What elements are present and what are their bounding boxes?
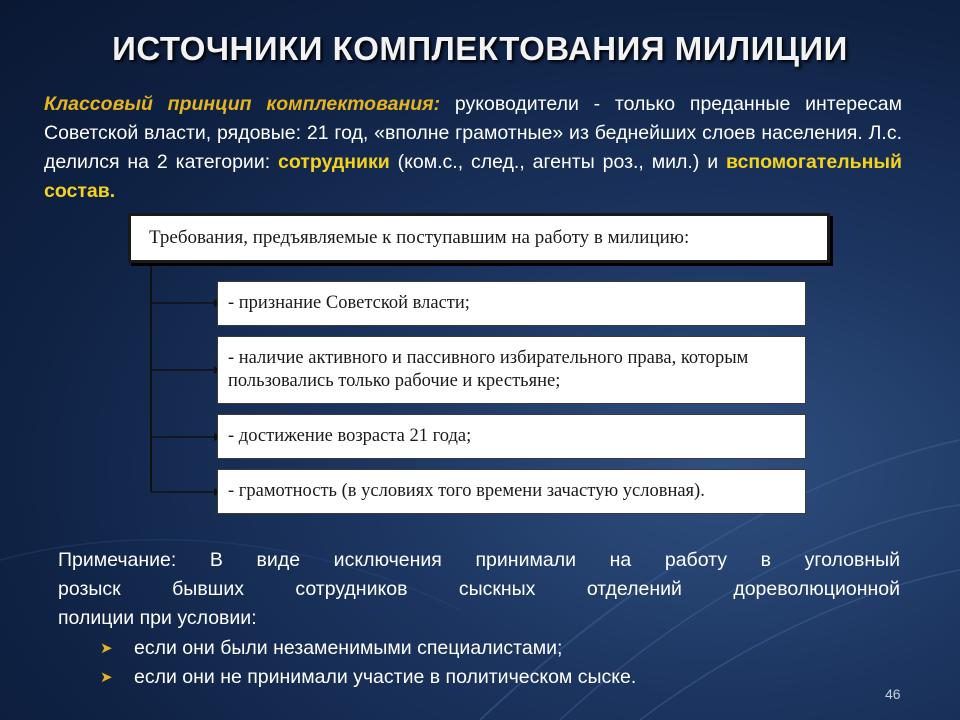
bullet-text: если они были незаменимыми специалистами; [134,637,563,659]
requirement-text: - наличие активного и пассивного избирательного права, которым пользовались только рабочие и крестьяне; [228,348,749,391]
arrow-bullet-icon: ➤ [100,640,113,657]
note-line: розыск бывших сотрудников сыскных отделений дореволюционной [58,578,900,600]
list-item [100,663,900,692]
note-paragraph [58,546,900,633]
intro-text-2: (ком.с., след., агенты роз., мил.) и [389,151,726,173]
list-item [100,634,900,663]
note-line: Примечание: В виде исключения принимали на работу в уголовный [58,549,900,571]
page-number: 46 [885,686,901,702]
note-line: полиции при условии: [58,607,257,629]
requirement-item [217,414,806,459]
requirement-text: - грамотность (в условиях того времени зачастую условная). [228,481,705,501]
intro-highlight-auxiliary: вспомогательный состав. [44,151,902,202]
requirement-text: - достижение возраста 21 года; [228,426,472,446]
bullet-text: если они не принимали участие в политическом сыске. [134,666,637,688]
requirements-header-box: Требования, предъявляемые к поступавшим на работу в милицию: [128,213,830,263]
intro-text-1: руководители - только преданные интересам Советской власти, рядовые: 21 год, «вполне грамотные» из беднейших слоев населения. Л.с. делился на 2 категории: [44,93,902,173]
intro-lead: Классовый принцип комплектования: [44,93,441,115]
intro-paragraph [44,90,902,206]
requirement-text: - признание Советской власти; [228,293,470,313]
intro-highlight-staff: сотрудники [278,151,390,173]
requirement-item [217,336,806,404]
slide-title: ИСТОЧНИКИ КОМПЛЕКТОВАНИЯ МИЛИЦИИ [112,30,848,67]
requirement-item [217,469,806,514]
arrow-bullet-icon: ➤ [100,669,113,686]
requirement-item [217,281,806,326]
note-bullet-list [100,634,900,692]
